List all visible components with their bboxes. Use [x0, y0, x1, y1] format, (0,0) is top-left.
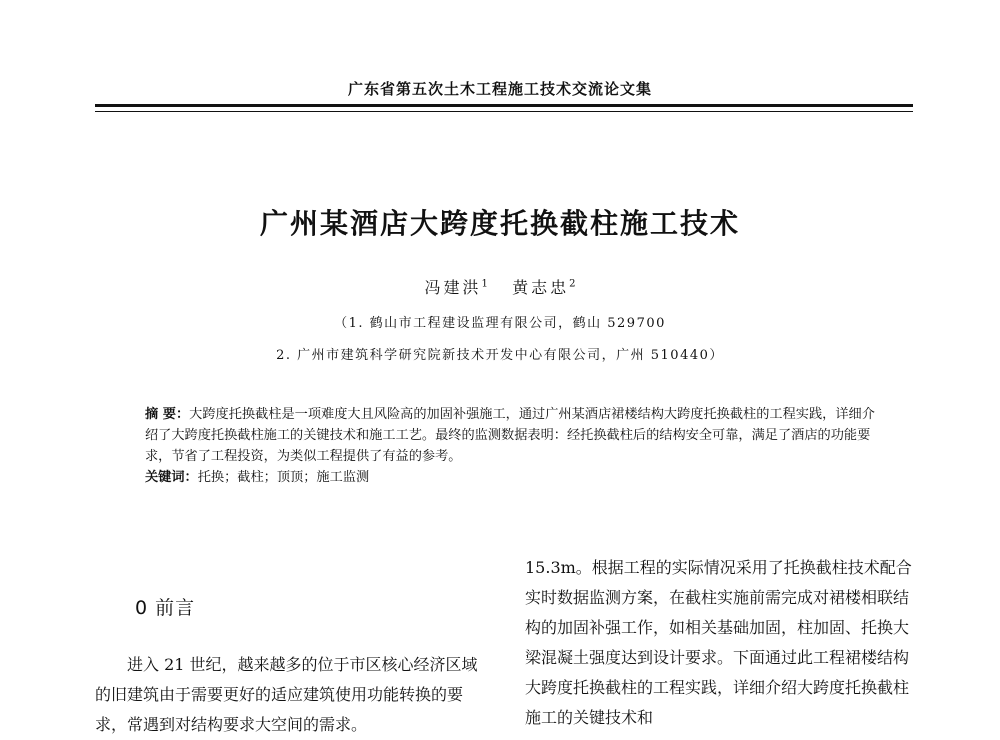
- body-paragraph: 15.3m。根据工程的实际情况采用了托换截柱技术配合实时数据监测方案，在截柱实施前需完成对裙楼相联结构的加固补强工作，如相关基础加固，柱加固、托换大梁混凝土强度达到设计要求。下面通过此工程裙楼结构大跨度托换截柱的工程实践，详细介绍大跨度托换截柱施工的关键技术和: [525, 558, 912, 727]
- author-affiliation-mark: 2: [569, 278, 576, 290]
- header-rule-thin: [95, 111, 913, 112]
- affiliation-1: （1. 鹤山市工程建设监理有限公司，鹤山 529700: [334, 316, 666, 331]
- abstract-text: 大跨度托换截柱是一项难度大且风险高的加固补强施工，通过广州某酒店裙楼结构大跨度托换截柱的工程实践，详细介绍了大跨度托换截柱施工的关键技术和施工工艺。最终的监测数据表明：经托换截柱后的结构安全可靠，满足了酒店的功能要求，节省了工程投资，为类似工程提供了有益的参考。: [145, 407, 875, 464]
- section-heading: 0 前言: [135, 597, 196, 619]
- journal-header: 广东省第五次土木工程施工技术交流论文集: [347, 80, 652, 98]
- keywords-label: 关键词：: [145, 470, 198, 485]
- body-paragraph: 进入 21 世纪，越来越多的位于市区核心经济区域的旧建筑由于需要更好的适应建筑使用功能转换的要求，常遇到对结构要求大空间的需求。: [95, 655, 478, 734]
- body-column-right: [525, 553, 917, 733]
- abstract-block: [145, 404, 875, 488]
- author-name: 冯建洪: [424, 278, 482, 297]
- author-name: 黄志忠: [512, 278, 570, 297]
- header-rule-thick: [95, 104, 913, 107]
- keywords-text: 托换；截柱；顶顶；施工监测: [197, 470, 370, 485]
- abstract-label: 摘 要：: [145, 407, 190, 422]
- author-affiliation-mark: 1: [481, 278, 488, 290]
- body-column-left: [95, 650, 490, 740]
- author-line: [0, 275, 1000, 298]
- affiliation-2: 2. 广州市建筑科学研究院新技术开发中心有限公司，广州 510440）: [276, 348, 724, 363]
- paper-title: 广州某酒店大跨度托换截柱施工技术: [259, 207, 740, 240]
